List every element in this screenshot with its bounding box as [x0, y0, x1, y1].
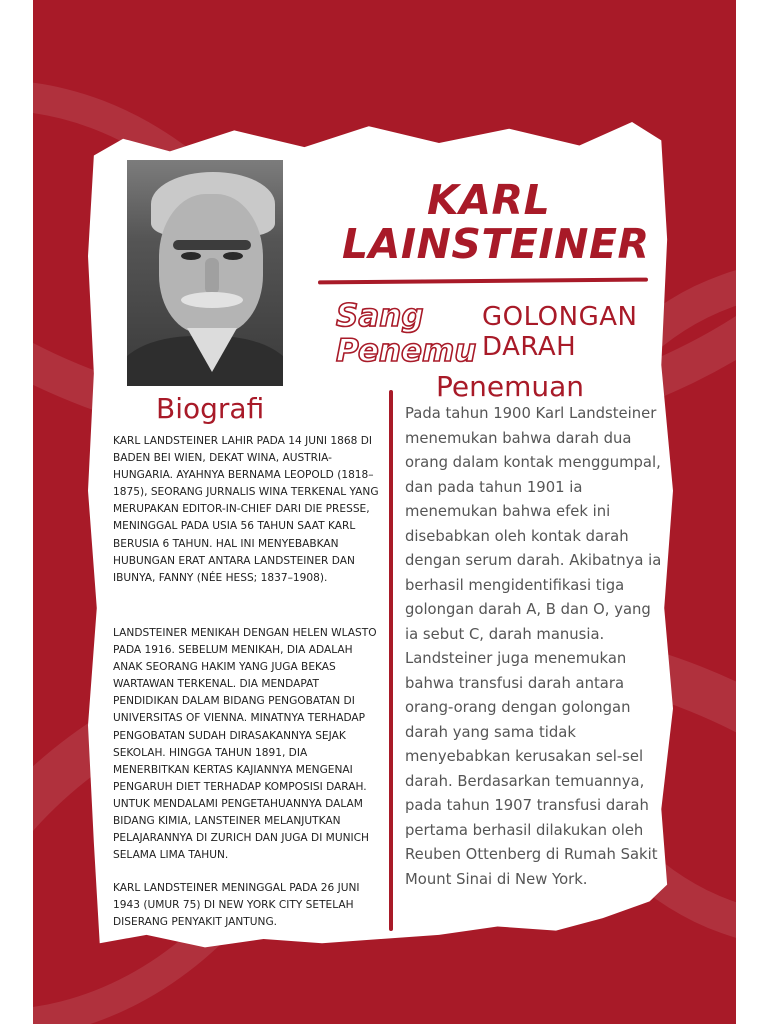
biografi-paragraph: LANDSTEINER MENIKAH DENGAN HELEN WLASTO PADA 1916. SEBELUM MENIKAH, DIA ADALAH ANAK SEORANG HAKIM YANG JUGA BEKAS WARTAWAN TERKENAL. DIA MENDAPAT PENDIDIKAN DALAM BIDANG PENGOBATAN DI UNIVERSITAS OF VIENNA. MINATNYA TERHADAP PENGOBATAN SUDAH DIRASAKANNYA SEJAK SEKOLAH. HINGGA TAHUN 1891, DIA MENERBITKAN KERTAS KAJIANNYA MENGENAI PENGARUH DIET TERHADAP KOMPOSISI DARAH. UNTUK MENDALAMI PENGETAHUANNYA DALAM BIDANG KIMIA, LANSTEINER MELANJUTKAN PELAJARANNYA DI ZURICH DAN JUGA DI MUNICH SELAMA LIMA TAHUN.	[113, 627, 377, 862]
title-last-name: LAINSTEINER	[342, 220, 650, 268]
biografi-paragraph: KARL LANDSTEINER MENINGGAL PADA 26 JUNI 1943 (UMUR 75) DI NEW YORK CITY SETELAH DISERANG PENYAKIT JANTUNG.	[113, 882, 360, 929]
penemuan-heading: Penemuan	[436, 370, 585, 403]
portrait-eye-right	[223, 252, 243, 260]
biografi-paragraph: KARL LANDSTEINER LAHIR PADA 14 JUNI 1868 DI BADEN BEI WIEN, DEKAT WINA, AUSTRIA-HUNGARIA. AYAHNYA BERNAMA LEOPOLD (1818–1875), SEORANG JURNALIS WINA TERKENAL YANG MERUPAKAN EDITOR-IN-CHIEF DARI DIE PRESSE, MENINGGAL PADA USIA 56 TAHUN SAAT KARL BERUSIA 6 TAHUN. HAL INI MENYEBABKAN HUBUNGAN ERAT ANTARA LANDSTEINER DAN IBUNYA, FANNY (NÉE HESS; 1837–1908).	[113, 435, 379, 584]
penemuan-paragraph: Pada tahun 1900 Karl Landsteiner menemukan bahwa darah dua orang dalam kontak menggumpal, dan pada tahun 1901 ia menemukan bahwa efek ini disebabkan oleh kontak darah dengan serum darah. Akibatnya ia berhasil mengidentifikasi tiga golongan darah A, B dan O, yang ia sebut C, darah manusia. Landsteiner juga menemukan bahwa transfusi darah antara orang-orang dengan golongan darah yang sama tidak menyebabkan kerusakan sel-sel darah. Berdasarkan temuannya, pada tahun 1907 transfusi darah pertama berhasil dilakukan oleh Reuben Ottenberg di Rumah Sakit Mount Sinai di New York.	[405, 405, 662, 888]
column-divider	[389, 390, 393, 931]
portrait-eye-left	[181, 252, 201, 260]
subtitle-penemu: Penemu	[336, 333, 477, 369]
biografi-heading: Biografi	[156, 392, 265, 425]
portrait-brow	[173, 240, 251, 250]
subtitle-golongan: GOLONGAN	[482, 302, 638, 332]
title-first-name: KARL	[427, 176, 551, 224]
portrait-photo	[127, 160, 283, 386]
subtitle-sang: Sang	[336, 298, 424, 334]
subtitle-darah: DARAH	[482, 332, 577, 362]
portrait-mustache	[181, 292, 243, 308]
portrait-nose	[205, 258, 219, 294]
